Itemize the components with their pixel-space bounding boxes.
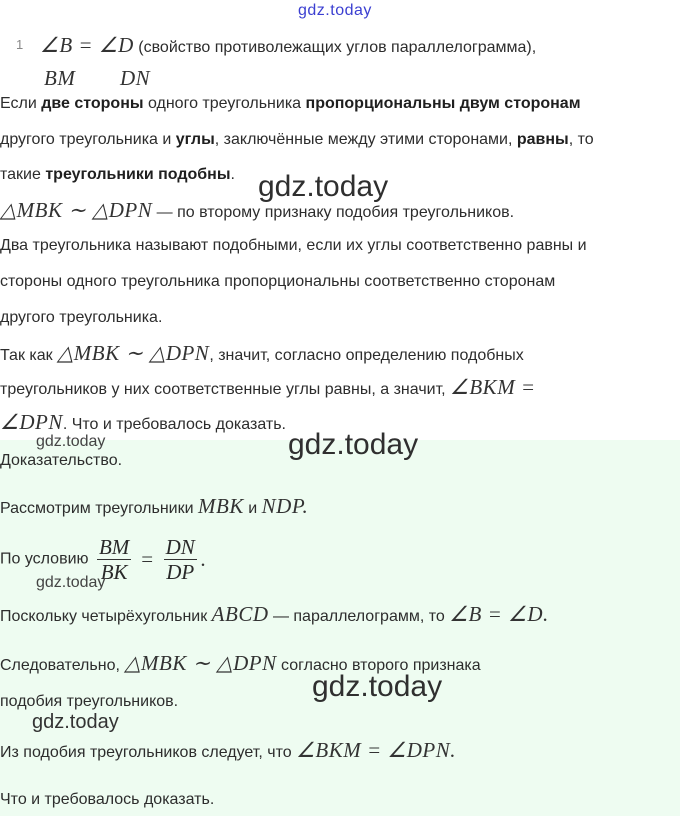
conclusion-text: треугольников у них соответственные углы равны, а значит,: [0, 381, 451, 398]
rule-bold: углы: [175, 131, 215, 148]
proof-step-4-cont: подобия треугольников.: [0, 693, 179, 710]
conclusion-math: ∠DPN: [0, 410, 63, 434]
proof-math: .: [200, 547, 207, 571]
proof-math: .: [302, 494, 309, 518]
proof-math: NDP: [261, 494, 303, 518]
proof-final: Что и требовалось доказать.: [0, 791, 215, 808]
conclusion-math: △MBK ∼ △DPN: [57, 341, 210, 365]
fraction-denominator: BK: [100, 560, 128, 584]
proof-math: .: [543, 602, 549, 626]
angles-equal-line: [40, 33, 536, 58]
definition-line-2: стороны одного треугольника пропорциональны соответственно сторонам: [0, 273, 556, 290]
watermark: gdz.today: [32, 711, 119, 733]
rule-bold: треугольники подобны: [45, 166, 231, 183]
watermark: gdz.today: [312, 670, 443, 703]
watermark: gdz.today: [288, 428, 419, 461]
proof-step-1: [0, 494, 308, 519]
similarity-line: [0, 198, 514, 223]
proof-step-5: [0, 738, 456, 763]
fraction-dn-dp: [164, 535, 197, 584]
segment-dn: DN: [120, 66, 151, 90]
fraction-denominator: DP: [166, 560, 195, 584]
proof-text: и: [243, 500, 262, 517]
conclusion-line-1: [0, 341, 524, 366]
angles-equal-math: ∠B = ∠D: [40, 33, 134, 57]
rule-bold: две стороны: [41, 95, 144, 112]
proof-heading: Доказательство.: [0, 452, 123, 469]
conclusion-text: . Что и требовалось доказать.: [62, 416, 286, 433]
conclusion-text: Так как: [0, 347, 58, 364]
angles-equal-text: (свойство противолежащих углов параллелограмма),: [133, 39, 537, 56]
rule-text: другого треугольника и: [0, 131, 176, 148]
segment-bm: BM: [44, 66, 76, 90]
fraction-numerator: BM: [98, 535, 130, 559]
definition-line-1: Два треугольника называют подобными, если их углы соответственно равны и: [0, 237, 587, 254]
rule-bold: равны: [516, 131, 569, 148]
equals-sign: =: [141, 547, 154, 571]
proof-math: ABCD: [211, 602, 269, 626]
proof-text: — параллелограмм, то: [268, 608, 450, 625]
line-number: 1: [16, 37, 24, 52]
conclusion-line-2: [0, 375, 536, 400]
rule-text: одного треугольника: [143, 95, 306, 112]
rule-text: такие: [0, 166, 46, 183]
rule-text: Если: [0, 95, 42, 112]
rule-line-3: [0, 166, 235, 184]
proof-text: согласно второго признака: [276, 657, 481, 674]
conclusion-math: ∠BKM =: [450, 375, 536, 399]
proof-math: MBK: [198, 494, 244, 518]
proof-step-3: [0, 602, 549, 627]
proof-text: Рассмотрим треугольники: [0, 500, 198, 517]
rule-line-2: [0, 131, 594, 149]
rule-text: .: [230, 166, 235, 183]
rule-text: , заключённые между этими сторонами,: [214, 131, 517, 148]
fraction-numerator: DN: [165, 535, 195, 559]
rule-bold: пропорциональны двум сторонам: [305, 95, 581, 112]
watermark: gdz.today: [36, 574, 106, 591]
rule-line-1: [0, 95, 581, 113]
watermark: gdz.today: [258, 170, 389, 203]
conclusion-text: , значит, согласно определению подобных: [209, 347, 524, 364]
similarity-math: △MBK ∼ △DPN: [0, 198, 153, 222]
proof-text: Поскольку четырёхугольник: [0, 608, 212, 625]
conclusion-line-3: [0, 410, 286, 435]
proof-text: По условию: [0, 550, 93, 568]
watermark: gdz.today: [36, 433, 106, 450]
proof-math: △MBK ∼ △DPN: [124, 651, 277, 675]
watermark-top: gdz.today: [298, 2, 372, 19]
rule-text: , то: [568, 131, 594, 148]
definition-line-3: другого треугольника.: [0, 309, 163, 326]
similarity-text: — по второму признаку подобия треугольников.: [152, 204, 515, 221]
proof-text: Следовательно,: [0, 657, 125, 674]
proof-math: ∠BKM = ∠DPN: [296, 738, 451, 762]
proof-text: Из подобия треугольников следует, что: [0, 744, 297, 761]
proof-math: .: [450, 738, 456, 762]
proof-math: ∠B = ∠D: [449, 602, 544, 626]
